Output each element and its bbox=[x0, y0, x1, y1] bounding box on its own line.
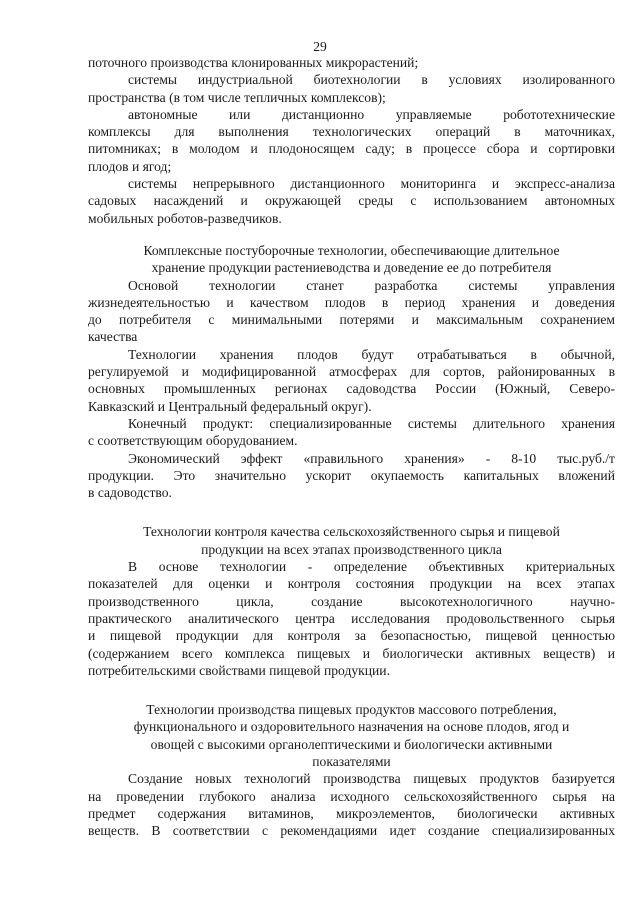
section-heading: Технологии производства пищевых продуктов массового потребления, bbox=[146, 702, 557, 718]
section-heading: Комплексные постуборочные технологии, обеспечивающие длительное bbox=[143, 242, 560, 258]
text-line: качества bbox=[88, 329, 138, 345]
section-heading: Технологии контроля качества сельскохозяйственного сырья и пищевой bbox=[143, 524, 560, 540]
text-line: показателей для оценки и контроля состояния продукции на всех этапах bbox=[88, 576, 615, 592]
text-line: мобильных роботов-разведчиков. bbox=[88, 210, 282, 226]
text-line: В основе технологии - определение объективных критериальных bbox=[128, 559, 615, 575]
text-line: основных промышленных регионах садоводства России (Южный, Северо- bbox=[88, 381, 615, 397]
text-line: плодов и ягод; bbox=[88, 158, 172, 174]
paragraph-gap bbox=[88, 227, 615, 242]
text-line: практического аналитического центра исследования продовольственного сырья bbox=[88, 610, 615, 626]
text-line: с соответствующим оборудованием. bbox=[88, 433, 298, 449]
text-line: жизнедеятельностью и качеством плодов в период хранения и доведения bbox=[88, 294, 615, 310]
text-line: системы непрерывного дистанционного мониторинга и экспресс-анализа bbox=[128, 176, 615, 192]
text-line: питомниках; в молодом и плодоносящем саду; в процессе сбора и сортировки bbox=[88, 141, 615, 157]
text-line: производственного цикла, создание высокотехнологичного научно- bbox=[88, 593, 615, 609]
text-line: Конечный продукт: специализированные системы длительного хранения bbox=[128, 415, 615, 431]
text-line: системы индустриальной биотехнологии в условиях изолированного bbox=[128, 72, 615, 88]
paragraph-gap bbox=[88, 679, 615, 701]
text-line: Основой технологии станет разработка системы управления bbox=[128, 277, 615, 293]
text-line: садовых насаждений и окружающей среды с использованием автономных bbox=[88, 193, 615, 209]
section-heading: овощей с высокими органолептическими и биологически активными bbox=[150, 736, 553, 752]
text-line: предмет содержания витаминов, микроэлементов, биологически активных bbox=[88, 805, 615, 821]
text-line: потребительскими свойствами пищевой продукции. bbox=[88, 662, 390, 678]
text-line: Экономический эффект «правильного хранения» - 8-10 тыс.руб./т bbox=[128, 450, 615, 466]
text-line: комплексы для выполнения технологических операций в маточниках, bbox=[88, 124, 615, 140]
section-heading: функционального и оздоровительного назначения на основе плодов, ягод и bbox=[133, 719, 570, 735]
text-line: пространства (в том числе тепличных комплексов); bbox=[88, 89, 386, 105]
text-line: (содержанием всего комплекса пищевых и биологически активных веществ) и bbox=[88, 645, 615, 661]
text-line: Создание новых технологий производства пищевых продуктов базируется bbox=[128, 771, 615, 787]
text-line: поточного производства клонированных микрорастений; bbox=[88, 55, 419, 70]
text-line: регулируемой и модифицированной атмосферах для сортов, районированных в bbox=[88, 364, 615, 380]
text-line: на проведении глубокого анализа исходного сельскохозяйственного сырья на bbox=[88, 788, 615, 804]
text-line: автономные или дистанционно управляемые робототехнические bbox=[128, 106, 615, 122]
paragraph-gap bbox=[88, 501, 615, 523]
text-line: в садоводство. bbox=[88, 485, 172, 501]
text-line: Технологии хранения плодов будут отрабатываться в обычной, bbox=[128, 346, 615, 362]
page-number: 29 bbox=[313, 39, 327, 54]
section-heading: показателями bbox=[312, 753, 391, 769]
page-body bbox=[88, 54, 615, 839]
text-line: продукции. Это значительно ускорит окупаемость капитальных вложений bbox=[88, 467, 615, 483]
section-heading: продукции на всех этапах производственного цикла bbox=[201, 541, 502, 557]
text-line: и пищевой продукции для контроля за безопасностью, пищевой ценностью bbox=[88, 628, 615, 644]
text-line: веществ. В соответствии с рекомендациями идет создание специализированных bbox=[88, 823, 615, 839]
text-line: Кавказский и Центральный федеральный округ). bbox=[88, 398, 372, 414]
section-heading: хранение продукции растениеводства и доведение ее до потребителя bbox=[151, 260, 552, 276]
text-line: до потребителя с минимальными потерями и максимальным сохранением bbox=[88, 312, 615, 328]
